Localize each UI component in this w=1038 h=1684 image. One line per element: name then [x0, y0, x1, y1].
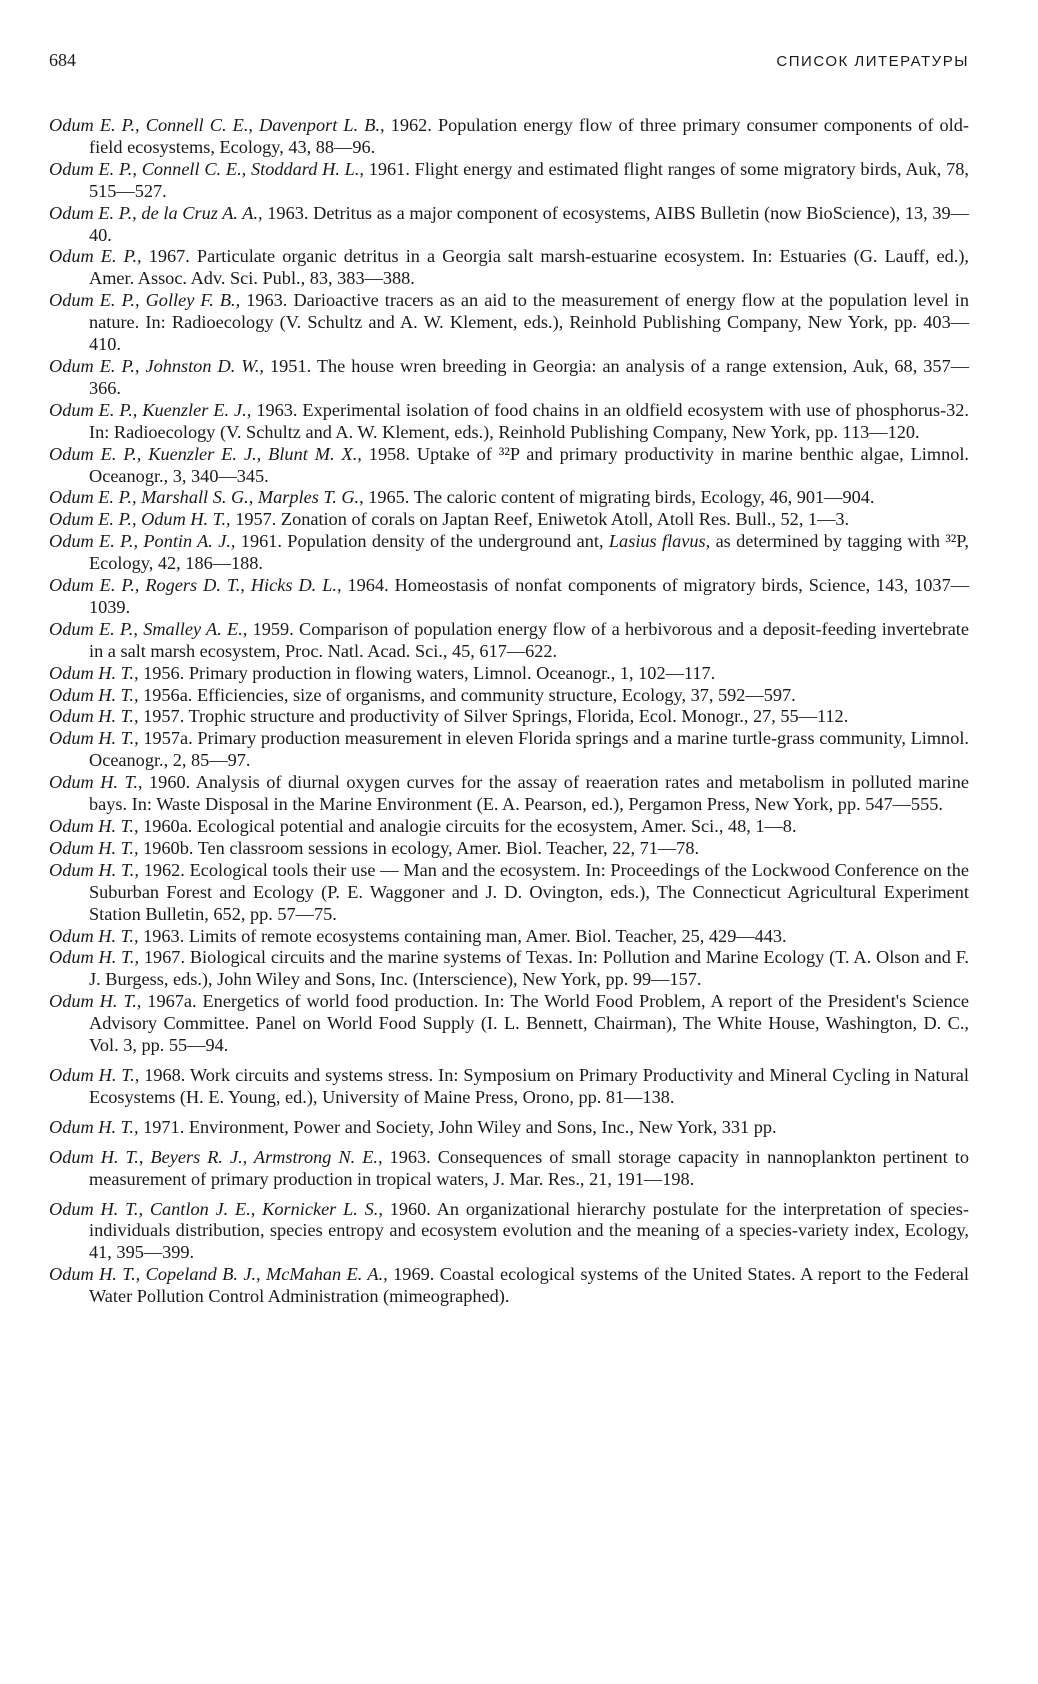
reference-authors: Odum E. P., Pontin A. J., — [49, 531, 236, 552]
reference-authors: Odum H. T., — [49, 662, 139, 683]
reference-text: 1969. Coastal ecological systems of the United States. A report to the Federal Water Pollution Control Administration (mimeographed). — [89, 1264, 969, 1307]
reference-text: 1962. Population energy flow of three primary consumer components of old-field ecosystems, Ecology, 43, 88—96. — [89, 115, 969, 157]
reference-text: 1961. Flight energy and estimated flight ranges of some migratory birds, Auk, 78, 515—527. — [89, 158, 969, 201]
reference-entry — [49, 159, 969, 203]
reference-authors: Odum H. T., — [49, 1116, 139, 1137]
reference-text: 1959. Comparison of population energy flow of a herbivorous and a deposit-feeding invertebrate in a salt marsh ecosystem, Proc. Natl. Acad. Sci., 45, 617—622. — [89, 618, 969, 661]
reference-text-continued: as determined by tagging with ³²P, Ecology, 42, 186—188. — [89, 531, 970, 574]
reference-authors: Odum H. T., — [49, 925, 139, 946]
reference-authors: Odum H. T., — [49, 772, 143, 793]
bibliography-page — [49, 50, 969, 1308]
reference-text: 1958. Uptake of ³²P and primary productivity in marine benthic algae, Limnol. Oceanogr., 3, 340—345. — [89, 443, 970, 486]
reference-entry — [49, 115, 969, 159]
reference-entry — [49, 1147, 969, 1191]
reference-entry — [49, 947, 969, 991]
reference-entry — [49, 772, 969, 816]
reference-entry — [49, 531, 969, 575]
reference-authors: Odum H. T., — [49, 947, 140, 968]
reference-text: 1968. Work circuits and systems stress. In: Symposium on Primary Productivity and Mineral Cycling in Natural Ecosystems (H. E. Young, ed.), University of Maine Press, Orono, pp. 81—138. — [89, 1064, 969, 1107]
reference-authors: Odum E. P., Smalley A. E., — [49, 618, 248, 639]
reference-entry — [49, 444, 969, 488]
reference-text: 1962. Ecological tools their use — Man and the ecosystem. In: Proceedings of the Lockwood Conference on the Suburban Forest and Ecology (P. E. Waggoner and J. D. Ovington, eds.), The Connecticut Agricultural Experiment Station Bulletin, 652, pp. 57—75. — [89, 859, 969, 924]
reference-authors: Odum E. P., de la Cruz A. A., — [49, 202, 263, 223]
reference-entry — [49, 685, 969, 707]
reference-entry — [49, 290, 969, 356]
reference-text: 1960. Analysis of diurnal oxygen curves for the assay of reaeration rates and metabolism in polluted marine bays. In: Waste Disposal in the Marine Environment (E. A. Pearson, ed.), Pergamon Press, New York, pp. 547—555. — [89, 772, 969, 815]
reference-authors: Odum E. P., Rogers D. T., Hicks D. L., — [49, 575, 342, 596]
reference-authors: Odum E. P., Connell C. E., Stoddard H. L., — [49, 158, 364, 179]
reference-authors: Odum H. T., Beyers R. J., Armstrong N. E., — [49, 1146, 383, 1167]
section-title: СПИСОК ЛИТЕРАТУРЫ — [776, 53, 969, 70]
reference-entry — [49, 619, 969, 663]
reference-entry — [49, 1264, 969, 1308]
reference-text: 1963. Limits of remote ecosystems containing man, Amer. Biol. Teacher, 25, 429—443. — [138, 925, 787, 946]
reference-authors: Odum E. P., Kuenzler E. J., — [49, 399, 252, 420]
reference-authors: Odum H. T., — [49, 816, 139, 836]
reference-authors: Odum E. P., Kuenzler E. J., Blunt M. X., — [49, 443, 362, 464]
reference-text: 1956a. Efficiencies, size of organisms, and community structure, Ecology, 37, 592—597. — [138, 684, 796, 705]
reference-authors: Odum H. T., Copeland B. J., McMahan E. A., — [49, 1264, 388, 1285]
reference-authors: Odum H. T., — [49, 859, 139, 880]
reference-entry — [49, 487, 969, 509]
reference-entry — [49, 1117, 969, 1139]
reference-text: 1960a. Ecological potential and analogie circuits for the ecosystem, Amer. Sci., 48, 1—8. — [138, 816, 797, 836]
reference-entry — [49, 663, 969, 685]
reference-entry — [49, 575, 969, 619]
reference-text: 1957. Zonation of corals on Japtan Reef, Eniwetok Atoll, Atoll Res. Bull., 52, 1—3. — [230, 509, 850, 530]
reference-entry — [49, 860, 969, 926]
reference-entry — [49, 1065, 969, 1109]
reference-authors: Odum E. P., Marshall S. G., Marples T. G., — [49, 487, 364, 508]
reference-entry — [49, 509, 969, 531]
reference-authors: Odum H. T., — [49, 1064, 140, 1085]
reference-text: 1961. Population density of the underground ant, — [235, 531, 609, 552]
reference-text: 1964. Homeostasis of nonfat components of migratory birds, Science, 143, 1037—1039. — [89, 575, 969, 617]
reference-text: 1957a. Primary production measurement in eleven Florida springs and a marine turtle-grass community, Limnol. Oceanogr., 2, 85—97. — [89, 728, 969, 771]
reference-entry — [49, 991, 969, 1057]
reference-text: 1956. Primary production in flowing waters, Limnol. Oceanogr., 1, 102—117. — [138, 662, 716, 683]
reference-entry — [49, 246, 969, 290]
reference-text: 1971. Environment, Power and Society, John Wiley and Sons, Inc., New York, 331 pp. — [138, 1116, 777, 1137]
reference-authors: Odum H. T., — [49, 684, 139, 705]
reference-text: 1967. Particulate organic detritus in a Georgia salt marsh-estuarine ecosystem. In: Estuaries (G. Lauff, ed.), Amer. Assoc. Adv. Sci. Publ., 83, 383—388. — [89, 246, 970, 289]
reference-text: 1963. Consequences of small storage capacity in nannoplankton pertinent to measurement of primary production in tropical waters, J. Mar. Res., 21, 191—198. — [89, 1146, 969, 1189]
reference-entry — [49, 203, 969, 247]
reference-authors: Odum E. P., Johnston D. W., — [49, 355, 264, 376]
reference-entry — [49, 706, 969, 728]
reference-authors: Odum E. P., Odum H. T., — [49, 509, 231, 530]
reference-authors: Odum E. P., Connell C. E., Davenport L. B., — [49, 115, 385, 135]
reference-entry — [49, 838, 969, 860]
page-number: 684 — [49, 50, 76, 70]
reference-text: 1963. Experimental isolation of food chains in an oldfield ecosystem with use of phosphorus-32. In: Radioecology (V. Schultz and A. W. Klement, eds.), Reinhold Publishing Company, New York, pp. 113—120. — [89, 399, 970, 442]
reference-entry — [49, 816, 969, 838]
reference-text: 1951. The house wren breeding in Georgia: an analysis of a range extension, Auk, 68, 357—366. — [89, 355, 969, 398]
reference-entry — [49, 926, 969, 948]
reference-authors: Odum H. T., Cantlon J. E., Kornicker L. S., — [49, 1198, 383, 1219]
reference-list — [49, 115, 969, 1308]
reference-text: 1963. Detritus as a major component of ecosystems, AIBS Bulletin (now BioScience), 13, 39—40. — [89, 202, 969, 245]
reference-authors: Odum E. P., Golley F. B., — [49, 290, 241, 311]
reference-text: 1960b. Ten classroom sessions in ecology, Amer. Biol. Teacher, 22, 71—78. — [138, 837, 700, 858]
reference-text: 1967a. Energetics of world food production. In: The World Food Problem, A report of the President's Science Advisory Committee. Panel on World Food Supply (I. L. Bennett, Chairman), The White House, Washington, D. C., Vol. 3, pp. 55—94. — [89, 991, 969, 1056]
reference-entry — [49, 400, 969, 444]
reference-entry — [49, 356, 969, 400]
reference-authors: Odum H. T., — [49, 991, 142, 1012]
reference-entry — [49, 1199, 969, 1265]
reference-entry — [49, 728, 969, 772]
reference-text: 1960. An organizational hierarchy postulate for the interpretation of species-individuals distribution, species entropy and ecosystem evolution and the meaning of a species-variety index, Ecology, 41, 395—399. — [89, 1198, 969, 1263]
page-header — [49, 50, 969, 71]
reference-authors: Odum H. T., — [49, 837, 139, 858]
reference-text: 1957. Trophic structure and productivity of Silver Springs, Florida, Ecol. Monogr., 27, 55—112. — [138, 706, 849, 727]
reference-authors: Odum H. T., — [49, 728, 139, 749]
reference-text: 1967. Biological circuits and the marine systems of Texas. In: Pollution and Marine Ecology (T. A. Olson and F. J. Burgess, eds.), John Wiley and Sons, Inc. (Interscience), New York, pp. 99—157. — [89, 947, 969, 990]
reference-text: 1963. Darioactive tracers as an aid to the measurement of energy flow at the population level in nature. In: Radioecology (V. Schultz and A. W. Klement, eds.), Reinhold Publishing Company, New York, pp. 403—410. — [89, 290, 970, 355]
reference-text: 1965. The caloric content of migrating birds, Ecology, 46, 901—904. — [363, 487, 875, 508]
reference-authors: Odum E. P., — [49, 246, 142, 267]
reference-species-name: Lasius flavus, — [608, 531, 711, 552]
reference-authors: Odum H. T., — [49, 706, 139, 727]
